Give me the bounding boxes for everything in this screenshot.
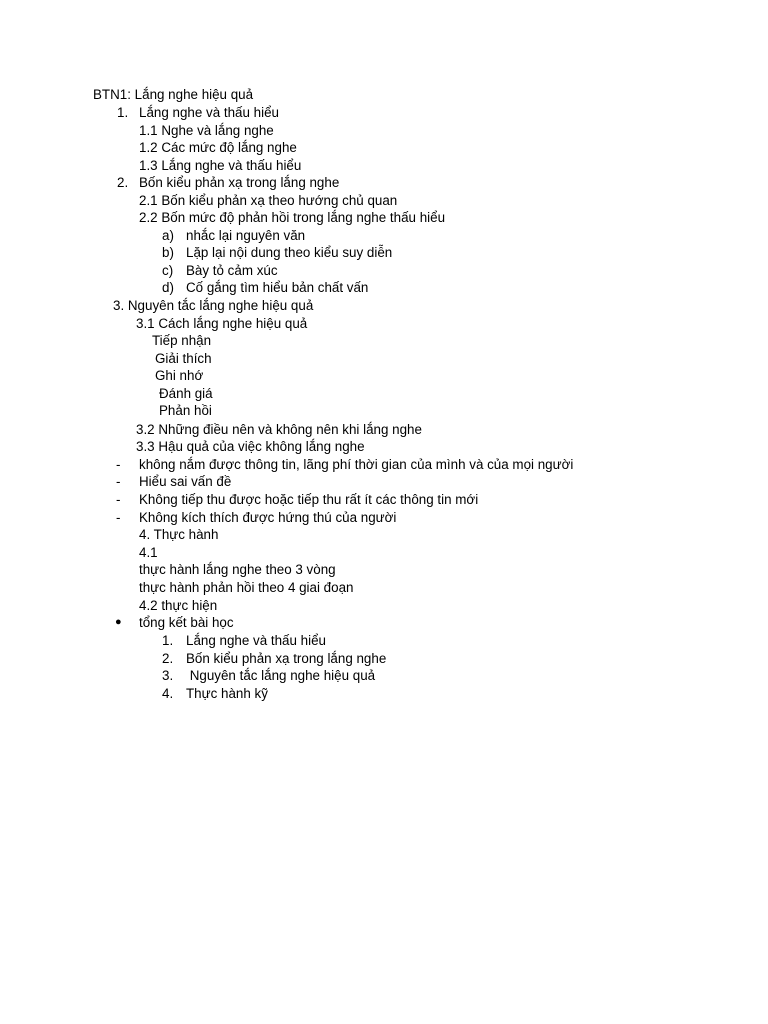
section-4-line: 4.1	[139, 545, 158, 560]
section-4-line: thực hành lắng nghe theo 3 vòng	[139, 562, 336, 577]
list-marker: c)	[162, 263, 174, 278]
section-1-item-3: 1.3 Lắng nghe và thấu hiểu	[139, 158, 302, 173]
section-3-title: 3. Nguyên tắc lắng nghe hiệu quả	[113, 298, 314, 313]
consequence-text: Không kích thích được hứng thú của người	[139, 510, 397, 525]
list-marker: 1.	[117, 105, 129, 120]
step-label: Đánh giá	[159, 386, 213, 401]
sub-item-text: Lặp lại nội dung theo kiểu suy diễn	[186, 245, 393, 260]
summary-item-text: Lắng nghe và thấu hiểu	[186, 633, 326, 648]
section-1-item-1: 1.1 Nghe và lắng nghe	[139, 123, 274, 138]
list-marker: 2.	[117, 175, 129, 190]
sub-item-text: Bày tỏ cảm xúc	[186, 263, 278, 278]
summary-item-text: Bốn kiểu phản xạ trong lắng nghe	[186, 651, 387, 666]
dash-marker: -	[116, 474, 121, 489]
step-label: Phản hồi	[159, 403, 212, 418]
section-3-item-2: 3.2 Những điều nên và không nên khi lắng nghe	[136, 422, 422, 437]
section-2-title: Bốn kiểu phản xạ trong lắng nghe	[139, 175, 340, 190]
sub-item-text: Cố gắng tìm hiểu bản chất vấn	[186, 280, 369, 295]
step-label: Tiếp nhận	[152, 333, 212, 348]
sub-item-text: nhắc lại nguyên văn	[186, 228, 306, 243]
section-4-line: 4.2 thực hiện	[139, 598, 218, 613]
summary-title: tổng kết bài học	[139, 615, 234, 630]
summary-item-text: Nguyên tắc lắng nghe hiệu quả	[186, 668, 376, 683]
consequence-text: Không tiếp thu được hoặc tiếp thu rất ít các thông tin mới	[139, 492, 479, 507]
list-marker: b)	[162, 245, 174, 260]
list-marker: d)	[162, 280, 174, 295]
list-marker: 3.	[162, 668, 174, 683]
section-2-item-2: 2.2 Bốn mức độ phản hồi trong lắng nghe thấu hiểu	[139, 210, 446, 225]
section-3-item-1: 3.1 Cách lắng nghe hiệu quả	[136, 316, 308, 331]
list-marker: 2.	[162, 651, 174, 666]
list-marker: 4.	[162, 686, 174, 701]
section-4-line: thực hành phản hồi theo 4 giai đoạn	[139, 580, 354, 595]
step-label: Ghi nhớ	[155, 368, 204, 383]
step-label: Giải thích	[155, 351, 212, 366]
document-title: BTN1: Lắng nghe hiệu quả	[93, 87, 254, 102]
consequence-text: Hiểu sai vấn đề	[139, 474, 232, 489]
section-1-title: Lắng nghe và thấu hiểu	[139, 105, 279, 120]
list-marker: 1.	[162, 633, 174, 648]
section-1-item-2: 1.2 Các mức độ lắng nghe	[139, 140, 297, 155]
dash-marker: -	[116, 510, 121, 525]
bullet-icon: ●	[115, 616, 122, 628]
section-4-title: 4. Thực hành	[139, 527, 219, 542]
list-marker: a)	[162, 228, 174, 243]
consequence-text: không nắm được thông tin, lãng phí thời gian của mình và của mọi người	[139, 457, 574, 472]
dash-marker: -	[116, 457, 121, 472]
dash-marker: -	[116, 492, 121, 507]
section-3-item-3: 3.3 Hậu quả của việc không lắng nghe	[136, 439, 365, 454]
summary-item-text: Thực hành kỹ	[186, 686, 268, 701]
section-2-item-1: 2.1 Bốn kiểu phản xạ theo hướng chủ quan	[139, 193, 398, 208]
